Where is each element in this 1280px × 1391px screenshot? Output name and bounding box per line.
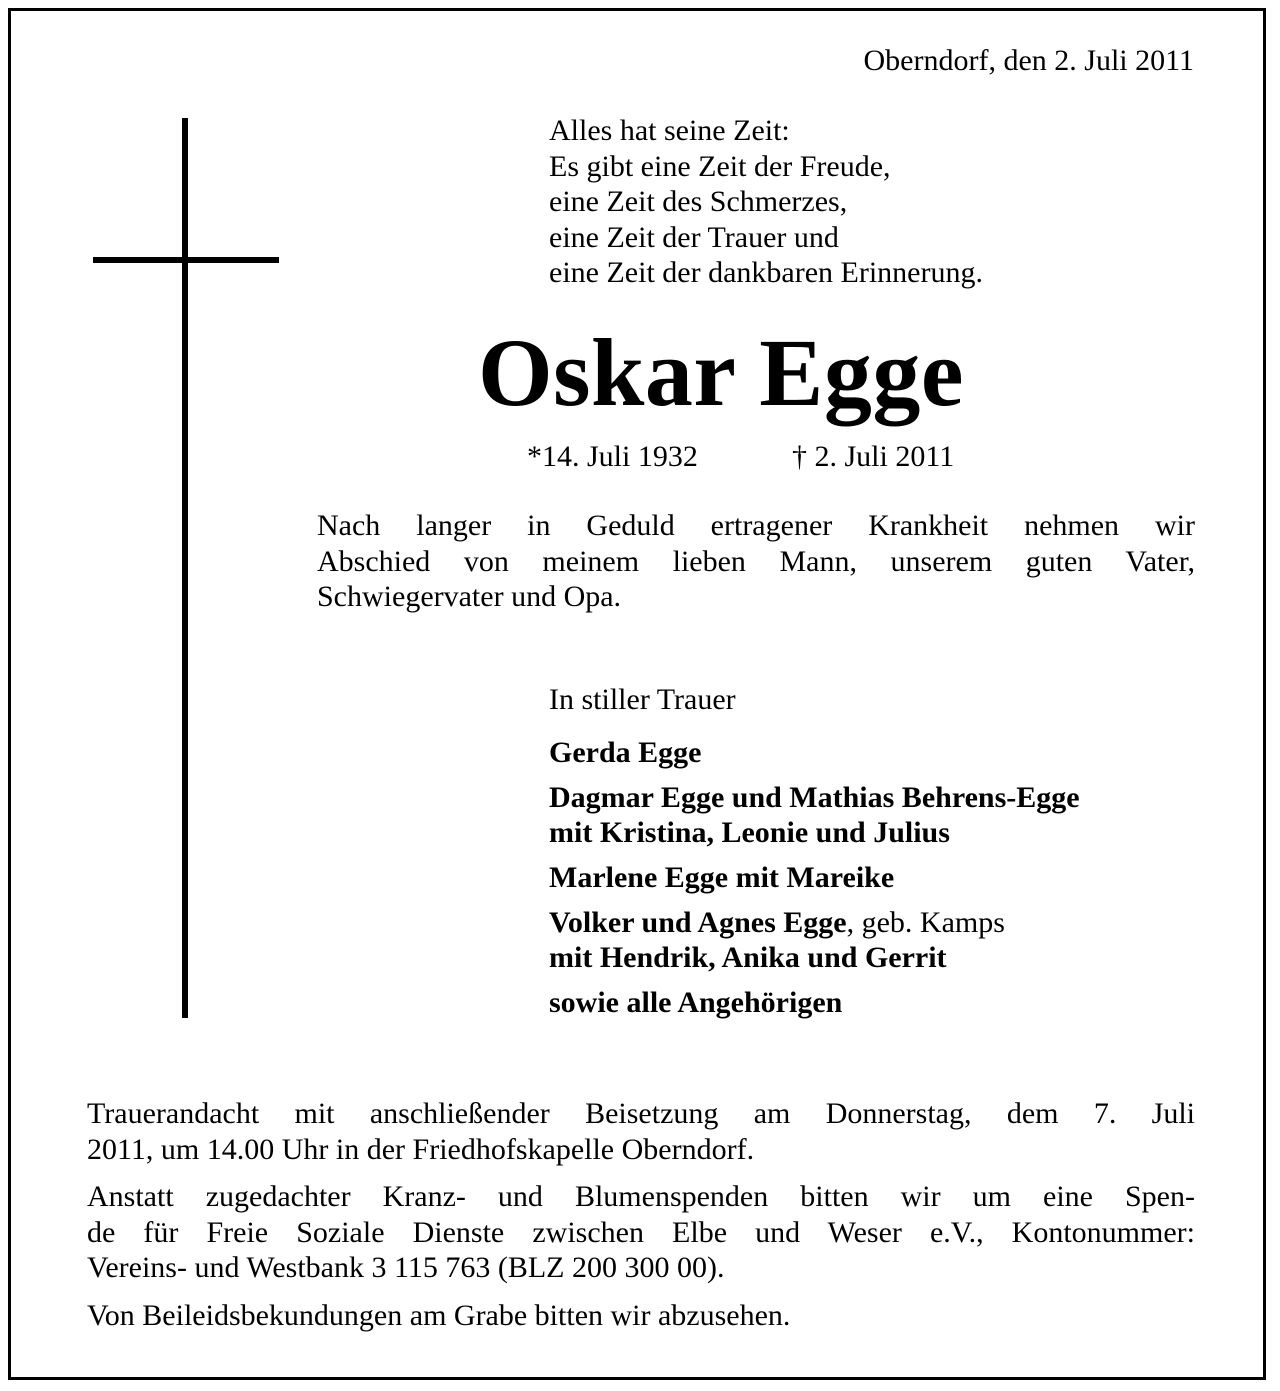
service-info	[87, 1096, 1195, 1167]
service-line: 2011, um 14.00 Uhr in der Friedhofskapelle Oberndorf.	[87, 1132, 755, 1166]
donation-info	[87, 1179, 1195, 1286]
cross-icon	[182, 118, 188, 1018]
donation-line: Anstatt zugedachter Kranz- und Blumenspenden bitten wir um eine Spen-	[87, 1180, 1195, 1213]
message-line: Schwiegervater und Opa.	[317, 580, 622, 613]
condolence-note	[87, 1298, 1195, 1334]
cross-bar	[93, 257, 279, 263]
mourner-name: mit Hendrik, Anika und Gerrit	[549, 941, 947, 974]
mourner-name: Marlene Egge mit Mareike	[549, 861, 895, 894]
mourner-maiden-name: , geb. Kamps	[846, 906, 1005, 939]
mourner-group	[549, 860, 1080, 895]
mourner-group	[549, 735, 1080, 770]
poem-line: eine Zeit des Schmerzes,	[549, 185, 848, 218]
mourner-name: mit Kristina, Leonie und Julius	[549, 816, 950, 849]
poem-line: Es gibt eine Zeit der Freude,	[549, 149, 891, 183]
donation-line: Vereins- und Westbank 3 115 763 (BLZ 200 300 00).	[87, 1251, 725, 1284]
mourner-name: Volker und Agnes Egge	[549, 906, 847, 939]
service-line: Trauerandacht mit anschließender Beisetzung am Donnerstag, dem 7. Juli	[87, 1097, 1195, 1130]
poem-line: eine Zeit der dankbaren Erinnerung.	[549, 256, 983, 289]
mourner-name: sowie alle Angehörigen	[549, 986, 843, 1019]
mourner-line	[549, 905, 1080, 940]
poem	[549, 113, 983, 291]
mourner-group	[549, 905, 1080, 975]
funeral-details	[87, 1096, 1195, 1345]
mourner-name: Gerda Egge	[549, 736, 702, 769]
place-date: Oberndorf, den 2. Juli 2011	[863, 44, 1194, 77]
mourner-group	[549, 780, 1080, 850]
donation-line: de für Freie Soziale Dienste zwischen Elbe und Weser e.V., Kontonummer:	[87, 1215, 1195, 1249]
poem-line: Alles hat seine Zeit:	[549, 114, 790, 147]
message-line: Nach langer in Geduld ertragener Krankheit nehmen wir	[317, 509, 1195, 542]
farewell-message	[317, 508, 1195, 615]
message-line: Abschied von meinem lieben Mann, unserem guten Vater,	[317, 544, 1195, 578]
mourners-list	[549, 682, 1080, 1030]
condolence-line: Von Beileidsbekundungen am Grabe bitten wir abzusehen.	[87, 1298, 791, 1332]
mourner-name: Dagmar Egge und Mathias Behrens-Egge	[549, 781, 1080, 814]
poem-line: eine Zeit der Trauer und	[549, 220, 839, 254]
mourner-group	[549, 985, 1080, 1020]
deceased-name: Oskar Egge	[478, 319, 964, 426]
mourners-intro: In stiller Trauer	[549, 683, 736, 716]
birth-date: *14. Juli 1932	[527, 440, 698, 473]
death-date: † 2. Juli 2011	[792, 440, 955, 473]
